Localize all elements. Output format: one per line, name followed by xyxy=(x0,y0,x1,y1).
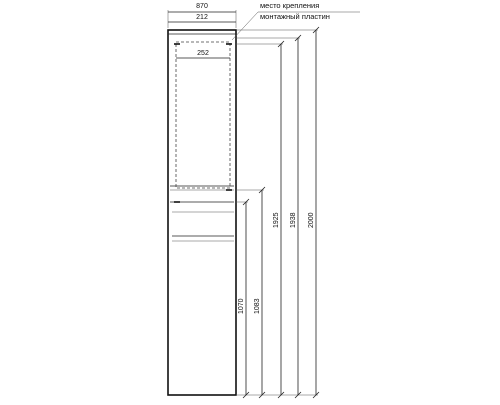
height-1070-label: 1070 xyxy=(238,298,245,314)
mounting-frame-dashed xyxy=(176,42,230,188)
plate-width-label: 252 xyxy=(197,50,209,57)
inner-width-label: 212 xyxy=(196,14,208,21)
height-1938-label: 1938 xyxy=(290,212,297,228)
cabinet-outline xyxy=(168,30,236,395)
top-width-label: 870 xyxy=(196,3,208,10)
height-2000-label: 2000 xyxy=(308,212,315,228)
height-1083-label: 1083 xyxy=(254,298,261,314)
note-line-2: монтажный пластин xyxy=(260,12,330,21)
height-1925-label: 1925 xyxy=(273,212,280,228)
note-line-1: место крепления xyxy=(260,1,320,10)
